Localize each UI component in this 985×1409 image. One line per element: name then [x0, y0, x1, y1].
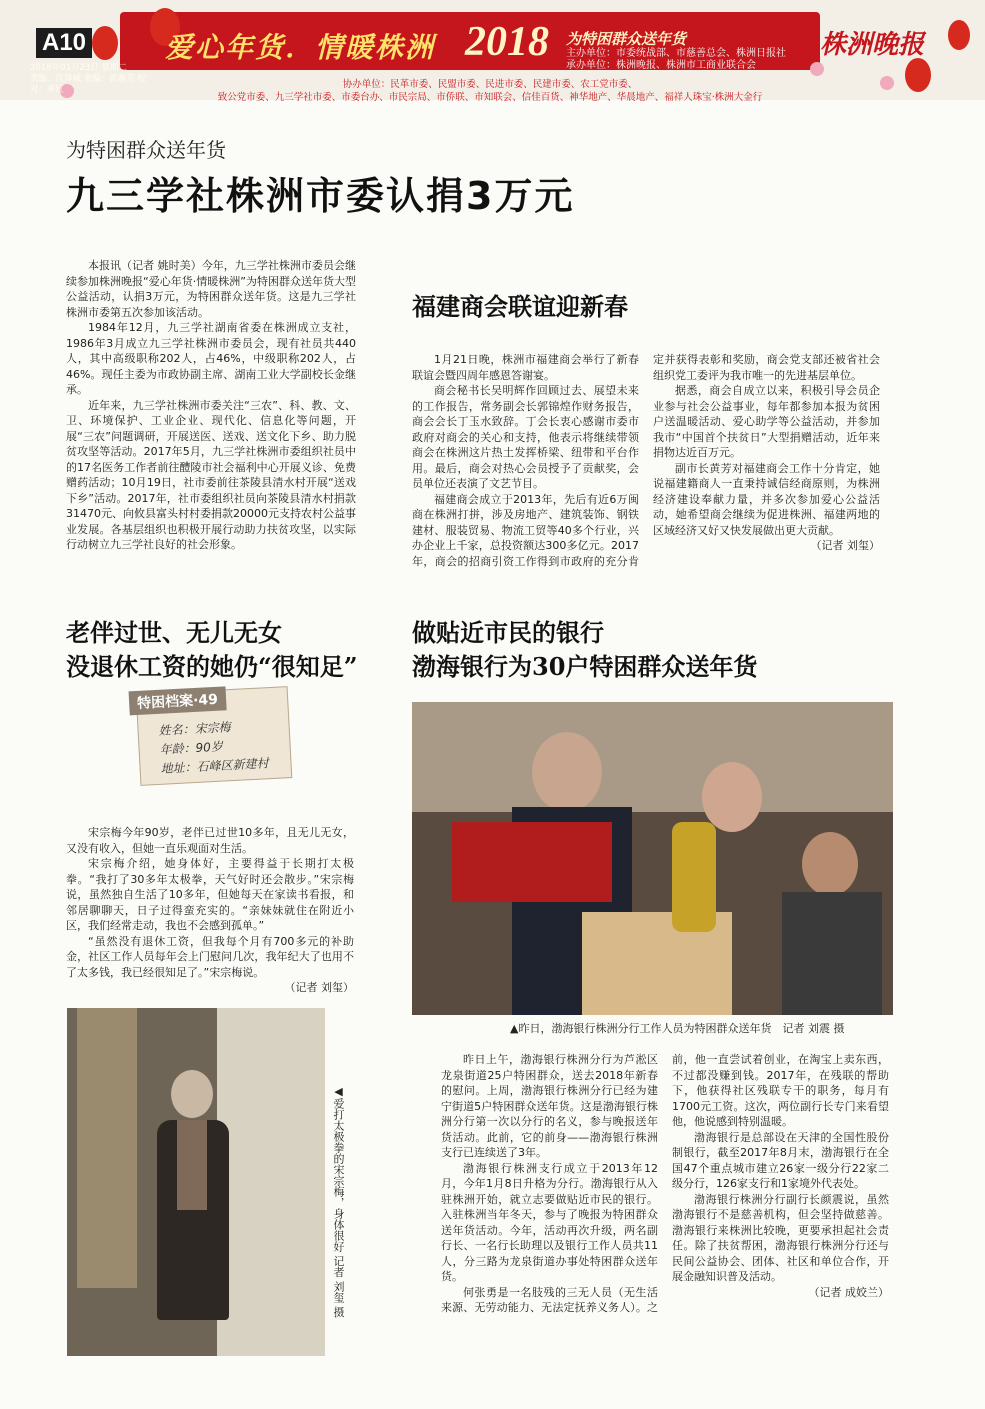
paragraph: 福建商会成立于2013年，先后有近6万闽商在株洲打拼，涉及房地产、建筑装饰、钢铁建材、服装贸易、物流工贸等40多个行业，兴办企业上千家，总投资额达300多亿元。2017年，商会的招商引资工作得到市政府的充分肯定并获得表彰和奖励，商会党支部还被省社会组织党工委评为我市唯一的先进基层单位。 — [412, 353, 880, 568]
photo-backdrop — [412, 702, 893, 812]
article3-headline-line2: 没退休工资的她仍“很知足” — [66, 652, 358, 681]
paragraph: 副市长黄芳对福建商会工作十分肯定，她说福建籍商人一直秉持诚信经商原则，为株洲经济建设奉献力量，并多次参加爱心公益活动，她希望商会继续为促进株洲、福建两地的区域经济又好又快发展做出更大贡献。 — [653, 461, 880, 537]
photo-man-left — [532, 732, 602, 812]
article4-body — [441, 1052, 889, 1316]
article1-body — [66, 258, 356, 553]
photo-oil-bottle — [672, 822, 716, 932]
photo-scarf — [177, 1120, 207, 1210]
paragraph: 何张勇是一名肢残的三无人员（无生活来源、无劳动能力、无法定抚养义务人）。之前，他一直尝试着创业，在淘宝上卖东西，不过都没赚到钱。2017年，在残联的帮助下，他获得社区残联专干的职务，每月有1700元工资。这次，两位副行长专门来看望他，他说感到特别温暖。 — [441, 1053, 889, 1314]
co-organizers — [120, 78, 860, 104]
article1-headline: 九三学社株洲市委认捐3万元 — [66, 174, 575, 218]
paragraph: 渤海银行株洲支行成立于2013年12月，今年1月8日升格为分行。渤海银行从入驻株洲开始，就立志要做贴近市民的银行。入驻株洲当年冬天，参与了晚报为特困群众送年货活动。今年，活动再次升级，两名副行长、一名行长助理以及银行工作人员共11人，分三路为龙泉街道办事处特困群众送年货。 — [441, 1161, 658, 1283]
tag-name: 姓名：宋宗梅 — [158, 720, 231, 738]
paragraph: 据悉，商会自成立以来，积极引导会员企业参与社会公益事业，每年都参加本报为贫困户送温暖活动、爱心助学等公益活动，并参加我市“中国首个扶贫日”大型捐赠活动，近年来捐物达近百万元。 — [653, 384, 880, 459]
elderly-woman-photo — [67, 1008, 325, 1356]
article4-headline-line2: 渤海银行为30户特困群众送年货 — [412, 652, 758, 681]
article3-body — [66, 825, 354, 996]
page-number: A10 — [36, 28, 92, 58]
article3-headline-line1: 老伴过世、无儿无女 — [66, 618, 282, 647]
article4-photo-caption: ▲昨日，渤海银行株洲分行工作人员为特困群众送年货 记者 刘震 摄 — [510, 1022, 845, 1035]
organizer-line: 承办单位：株洲晚报、株洲市工商业联合会 — [566, 60, 756, 71]
blossom-icon — [880, 76, 894, 90]
page-banner — [0, 0, 985, 103]
paragraph: 1984年12月，九三学社湖南省委在株洲成立支社，1986年3月成立九三学社株洲市委员会，现有社员共440人，其中高级职称202人，占46%，中级职称202人，占46%。现任主委为市政协副主席、湖南工业大学副校长金继承。 — [66, 321, 356, 396]
article2-headline: 福建商会联谊迎新春 — [412, 292, 628, 321]
co-organizers-line2: 致公党市委、九三学社市委、市委台办、市民宗局、市侨联、市知联会、信佳百货、神华地产、华晨地产、福祥人珠宝·株洲大金行 — [217, 92, 763, 103]
banner-sponsors — [566, 48, 796, 72]
tag-address: 地址：石峰区新建村 — [160, 756, 269, 776]
co-organizers-line1: 协办单位：民革市委、民盟市委、民进市委、民建市委、农工党市委、 — [342, 79, 638, 90]
photo-giftbox — [452, 822, 612, 902]
photo-jacket — [782, 892, 882, 1015]
masthead-logo: 株洲晚报 — [820, 30, 925, 60]
banner-slogan: 爱心年货．情暖株洲 — [165, 31, 436, 64]
bank-donation-photo — [412, 702, 893, 1015]
paragraph: 1月21日晚，株洲市福建商会举行了新春联谊会暨四周年感恩答谢宴。 — [412, 353, 639, 382]
article4-headline — [412, 616, 757, 684]
paragraph: 本报讯（记者 姚时美）今年，九三学社株洲市委员会继续参加株洲晚报“爱心年货·情暖株洲”为特困群众送年货大型公益活动，认捐3万元，为特困群众送年货。这是九三学社株洲市委第五次参加该活动。 — [66, 259, 356, 319]
article3-photo-caption: ◀爱打太极拳的宋宗梅，身体很好 记者 刘玺 摄 — [332, 1085, 345, 1318]
lantern-icon — [905, 58, 931, 92]
article4-headline-line1: 做贴近市民的银行 — [412, 618, 604, 647]
paragraph: 渤海银行是总部设在天津的全国性股份制银行，截至2017年8月末，渤海银行在全国47个重点城市建立26家一级分行22家二级分行，126家支行和1家境外代表处。 — [672, 1130, 889, 1190]
paragraph: 近年来，九三学社株洲市委关注“三农”、科、教、文、卫、环境保护、工业企业、现代化、信息化等问题，开展“三农”问题调研，开展送医、送戏、送文化下乡、助力脱贫攻坚等活动。2017年5月，九三学社株洲市委组织社员中的17名医务工作者前往醴陵市社会福利中心开展义诊、免费赠药活动；10月19日，社市委前往茶陵县清水村开展“送戏下乡”活动。2017年，社市委组织社员向茶陵县清水村捐款31470元、向攸县富头村村委捐款20000元支持农村公益事业发展。各基层组织也积极开展行动助力扶贫攻坚，以实际行动树立九三学社良好的社会形象。 — [66, 398, 356, 551]
photo-man-right — [802, 832, 858, 896]
lantern-icon — [92, 26, 118, 60]
article1-kicker: 为特困群众送年货 — [66, 138, 226, 162]
tag-age: 年龄：90岁 — [159, 739, 224, 757]
host-line: 主办单位：市委统战部、市慈善总会、株洲日报社 — [566, 48, 786, 59]
paragraph: 渤海银行株洲分行副行长颜震说，虽然渤海银行不是慈善机构，但会坚持做慈善。渤海银行来株洲比较晚，更要承担起社会责任。除了扶贫帮困，渤海银行株洲分行还与民间公益协会、团体、社区和单位合作，开展金融知识普及活动。 — [672, 1192, 889, 1283]
article2-body — [412, 352, 880, 569]
paragraph: 宋宗梅今年90岁，老伴已过世10多年，且无儿无女，又没有收入，但她一直乐观面对生活。 — [66, 826, 354, 855]
blossom-icon — [810, 62, 824, 76]
editor-credits: 责编：沈泽城 美编：郭鑫芳 校对：单红 — [30, 74, 146, 95]
photo-door — [77, 1008, 137, 1288]
paragraph: 商会秘书长吴明辉作回顾过去、展望未来的工作报告，常务副会长郭锦煌作财务报告，商会会长丁玉水致辞。丁会长衷心感谢市委市政府对商会的关心和支持，他表示将继续带领商会在株洲这片热土发挥桥梁、纽带和平台作用。最后，商会对热心会员授予了贡献奖，会员单位还表演了文艺节目。 — [412, 384, 639, 490]
article3-headline — [66, 616, 358, 684]
photo-wall — [217, 1008, 325, 1356]
article3-byline: （记者 刘玺） — [284, 981, 354, 994]
tag-title: 特困档案·49 — [129, 686, 227, 715]
banner-campaign: 为特困群众送年货 — [566, 30, 687, 48]
issue-date: 2018年01月23日 星期二 — [30, 63, 127, 73]
paragraph: 昨日上午，渤海银行株洲分行为芦淞区龙泉街道25户特困群众，送去2018年新春的慰问。上周，渤海银行株洲分行已经为建宁街道5户特困群众送年货。这是渤海银行株洲分行第一次以分行的名义，参与晚报送年货活动。此前，它的前身——渤海银行株洲支行已连续送了3年。 — [441, 1053, 658, 1159]
paragraph: “虽然没有退休工资，但我每个月有700多元的补助金，社区工作人员每年会上门慰问几次，我年纪大了也用不了太多钱，我已经很知足了。”宋宗梅说。 — [66, 934, 354, 979]
article2-byline: （记者 刘玺） — [810, 539, 880, 552]
paragraph: 宋宗梅介绍，她身体好，主要得益于长期打太极拳。“我打了30多年太极拳，天气好时还会散步。”宋宗梅说，虽然独自生活了10多年，但她每天在家读书看报，和邻居聊聊天，日子过得蛮充实的。“亲妹妹就住在附近小区，我们经常走动，我也不会感到孤单。” — [66, 857, 354, 932]
article4-byline: （记者 成姣兰） — [808, 1285, 889, 1299]
lantern-icon — [948, 20, 970, 50]
banner-year: 2018 — [465, 19, 549, 65]
photo-woman — [702, 762, 762, 832]
case-file-tag — [136, 686, 293, 786]
photo-head — [171, 1070, 213, 1118]
